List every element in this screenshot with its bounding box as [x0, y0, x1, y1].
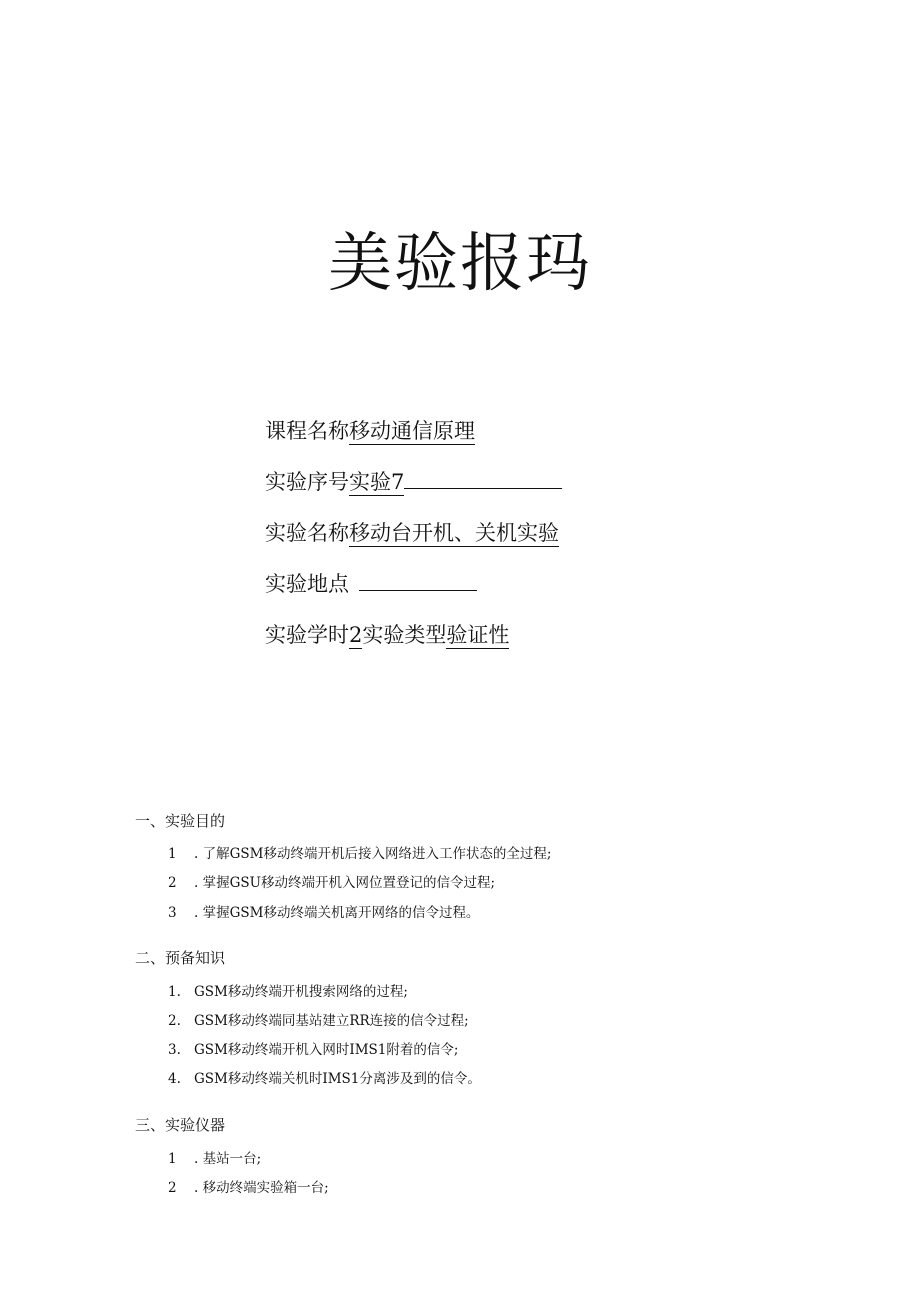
- experiment-hours-label: 实验学时: [265, 623, 349, 647]
- course-name-value: 移动通信原理: [349, 419, 475, 443]
- list-item: [168, 980, 408, 1000]
- list-item: [168, 901, 479, 921]
- list-item-text: GSM移动终端开机搜索网络的过程;: [194, 984, 408, 1000]
- course-name-label: 课程名称: [265, 419, 349, 443]
- experiment-number-value: 实验7: [349, 470, 405, 494]
- list-item: [168, 1176, 329, 1196]
- list-item-number: 3: [168, 905, 177, 921]
- list-item-number: 2: [168, 875, 177, 891]
- experiment-place-blank: [359, 570, 477, 591]
- section-title-instruments: 三、实验仪器: [135, 1116, 226, 1134]
- experiment-name-value: 移动台开机、关机实验: [349, 521, 559, 545]
- experiment-number-line: [265, 467, 562, 497]
- list-item-number: 2: [168, 1180, 177, 1196]
- list-item-text: GSM移动终端同基站建立RR连接的信令过程;: [194, 1013, 469, 1029]
- list-item-number: 1: [168, 1151, 177, 1167]
- list-item: [168, 1038, 458, 1058]
- experiment-type-label: 实验类型: [362, 623, 447, 647]
- experiment-number-blank: [404, 468, 562, 489]
- list-item-number: 4.: [168, 1071, 181, 1087]
- list-item-text: . 基站一台;: [194, 1151, 262, 1167]
- list-item-number: 1.: [168, 984, 181, 1000]
- experiment-name-label: 实验名称: [265, 521, 349, 545]
- experiment-type-value: 验证性: [446, 623, 510, 647]
- list-item-text: GSM移动终端关机时IMS1分离涉及到的信令。: [194, 1071, 481, 1087]
- experiment-hours-value: 2: [349, 623, 363, 647]
- experiment-place-line: [265, 569, 477, 599]
- section-title-prerequisites: 二、预备知识: [135, 949, 226, 967]
- experiment-name-line: [265, 518, 559, 548]
- list-item-text: . 掌握GSM移动终端关机离开网络的信令过程。: [194, 905, 480, 921]
- list-item: [168, 1147, 261, 1167]
- list-item-number: 2.: [168, 1013, 181, 1029]
- list-item-text: . 了解GSM移动终端开机后接入网络进入工作状态的全过程;: [194, 846, 552, 862]
- list-item: [168, 1009, 469, 1029]
- list-item: [168, 871, 495, 891]
- course-name-line: [265, 416, 475, 446]
- section-title-objectives: 一、实验目的: [135, 812, 226, 830]
- list-item: [168, 1067, 481, 1087]
- experiment-hours-line: [265, 620, 509, 650]
- report-title: 美验报玛: [328, 227, 592, 301]
- list-item: [168, 842, 552, 862]
- list-item-number: 3.: [168, 1042, 181, 1058]
- list-item-text: . 掌握GSU移动终端开机入网位置登记的信令过程;: [194, 875, 496, 891]
- experiment-place-label: 实验地点: [265, 572, 349, 596]
- list-item-text: . 移动终端实验箱一台;: [194, 1180, 329, 1196]
- list-item-number: 1: [168, 846, 177, 862]
- list-item-text: GSM移动终端开机入网时IMS1附着的信令;: [194, 1042, 459, 1058]
- experiment-number-label: 实验序号: [265, 470, 349, 494]
